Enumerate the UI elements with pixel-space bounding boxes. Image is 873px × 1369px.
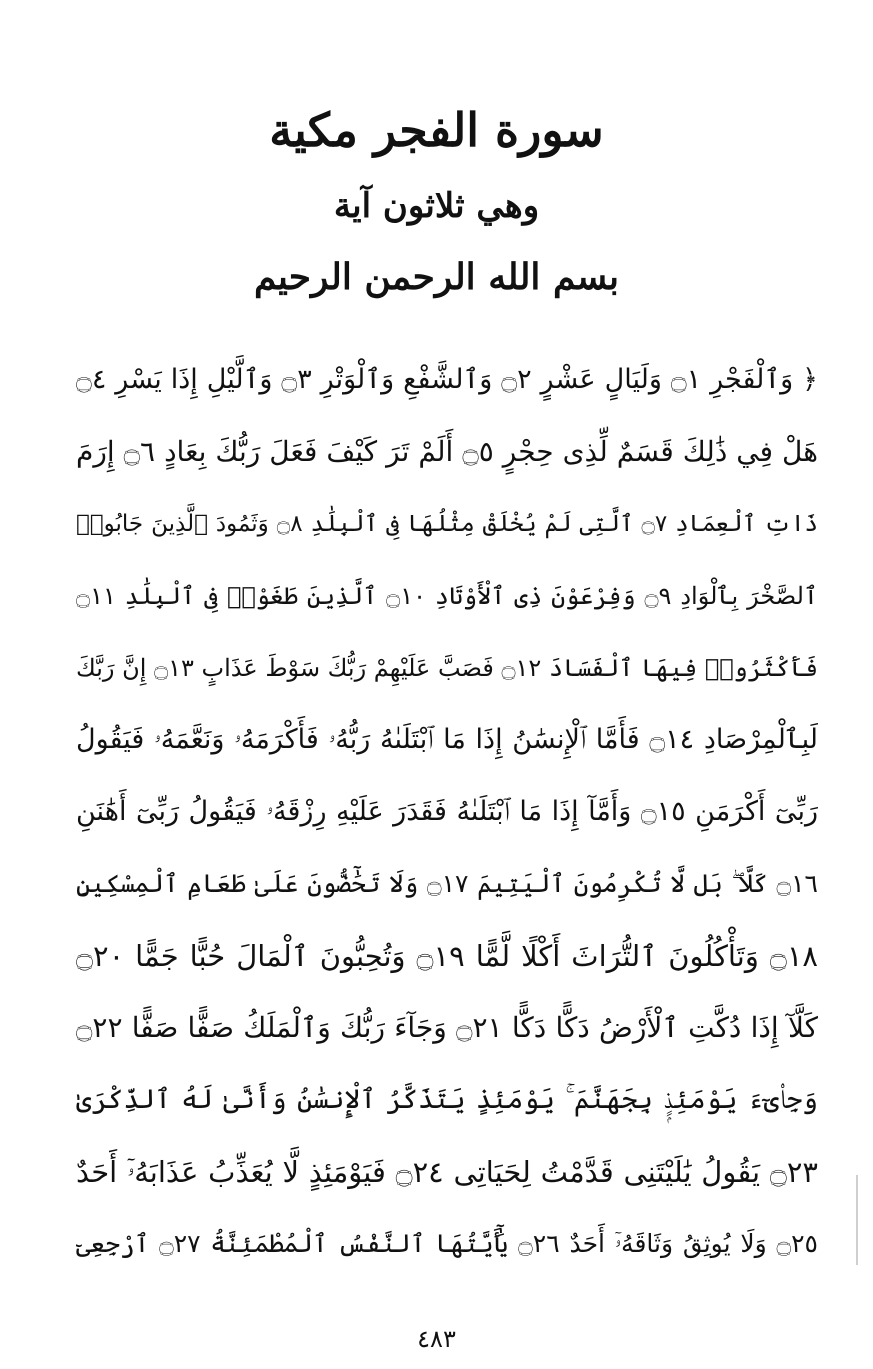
- page-number: ٤٨٣: [417, 1325, 456, 1353]
- verse-line: ذَاتِ ٱلْعِمَادِ ۝٧ ٱلَّتِى لَمْ يُخْلَقْ مِثْلُهَا فِى ٱلْبِلَٰدِ ۝٨ وَثَمُودَ ٱلَّذِينَ جَابُوا۟: [76, 511, 818, 537]
- verses-block: [76, 348, 818, 1284]
- verse-line: ۝١٦ كَلَّا ۖ بَل لَّا تُكْرِمُونَ ٱلْيَتِيمَ ۝١٧ وَلَا تَحَٰٓضُّونَ عَلَىٰ طَعَامِ ٱلْمِسْكِينِ: [76, 869, 818, 898]
- surah-title: سورة الفجر مكية: [269, 103, 604, 157]
- verse-line: هَلْ فِي ذَٰلِكَ قَسَمٌ لِّذِى حِجْرٍ ۝٥ أَلَمْ تَرَ كَيْفَ فَعَلَ رَبُّكَ بِعَادٍ ۝٦ إِرَمَ: [76, 435, 818, 468]
- verse-line: ٱلصَّخْرَ بِٱلْوَادِ ۝٩ وَفِرْعَوْنَ ذِى ٱلْأَوْتَادِ ۝١٠ ٱلَّذِينَ طَغَوْا۟ فِى ٱلْبِلَٰدِ ۝١١: [76, 582, 818, 610]
- verse-line: لَبِٱلْمِرْصَادِ ۝١٤ فَأَمَّا ٱلْإِنسَٰنُ إِذَا مَا ٱبْتَلَىٰهُ رَبُّهُۥ فَأَكْرَمَهُۥ وَنَعَّمَهُۥ فَيَقُولُ: [76, 724, 818, 755]
- scan-artifact-line: [856, 1175, 858, 1265]
- verse-count-subtitle: وهي ثلاثون آية: [333, 186, 540, 226]
- verse-line: فَأَكْثَرُوا۟ فِيهَا ٱلْفَسَادَ ۝١٢ فَصَبَّ عَلَيْهِمْ رَبُّكَ سَوْطَ عَذَابٍ ۝١٣ إِنَّ رَبَّكَ: [76, 654, 818, 682]
- verse-line: ۝٢٥ وَلَا يُوثِقُ وَثَاقَهُۥٓ أَحَدٌ ۝٢٦ يَٰٓأَيَّتُهَا ٱلنَّفْسُ ٱلْمُطْمَئِنَّةُ ۝٢٧ ٱرْجِعِىٓ: [76, 1229, 818, 1258]
- verse-line: ۝١٨ وَتَأْكُلُونَ ٱلتُّرَاثَ أَكْلًا لَّمًّا ۝١٩ وَتُحِبُّونَ ٱلْمَالَ حُبًّا جَمًّا ۝٢٠: [76, 939, 818, 973]
- verse-line: رَبِّىٓ أَكْرَمَنِ ۝١٥ وَأَمَّآ إِذَا مَا ٱبْتَلَىٰهُ فَقَدَرَ عَلَيْهِ رِزْقَهُۥ فَيَقُولُ رَبِّىٓ أَهَٰنَنِ: [76, 796, 818, 827]
- verse-line: ۝٢٣ يَقُولُ يَٰلَيْتَنِى قَدَّمْتُ لِحَيَاتِى ۝٢٤ فَيَوْمَئِذٍ لَّا يُعَذِّبُ عَذَابَهُۥٓ أَحَدٌ: [76, 1155, 818, 1189]
- verse-line: كَلَّآ إِذَا دُكَّتِ ٱلْأَرْضُ دَكًّا دَكًّا ۝٢١ وَجَآءَ رَبُّكَ وَٱلْمَلَكُ صَفًّا صَفًّا ۝٢٢: [76, 1011, 818, 1044]
- verse-line: وَجِا۟ىٓءَ يَوْمَئِذٍۭ بِجَهَنَّمَ ۚ يَوْمَئِذٍ يَتَذَكَّرُ ٱلْإِنسَٰنُ وَأَنَّىٰ لَهُ ٱلذِّكْرَىٰ: [76, 1084, 818, 1115]
- basmala: بسم الله الرحمن الرحيم: [253, 256, 620, 298]
- verse-line: ﴿ وَٱلْفَجْرِ ۝١ وَلَيَالٍ عَشْرٍ ۝٢ وَٱلشَّفْعِ وَٱلْوَتْرِ ۝٣ وَٱلَّيْلِ إِذَا يَسْرِ ۝٤: [76, 364, 818, 395]
